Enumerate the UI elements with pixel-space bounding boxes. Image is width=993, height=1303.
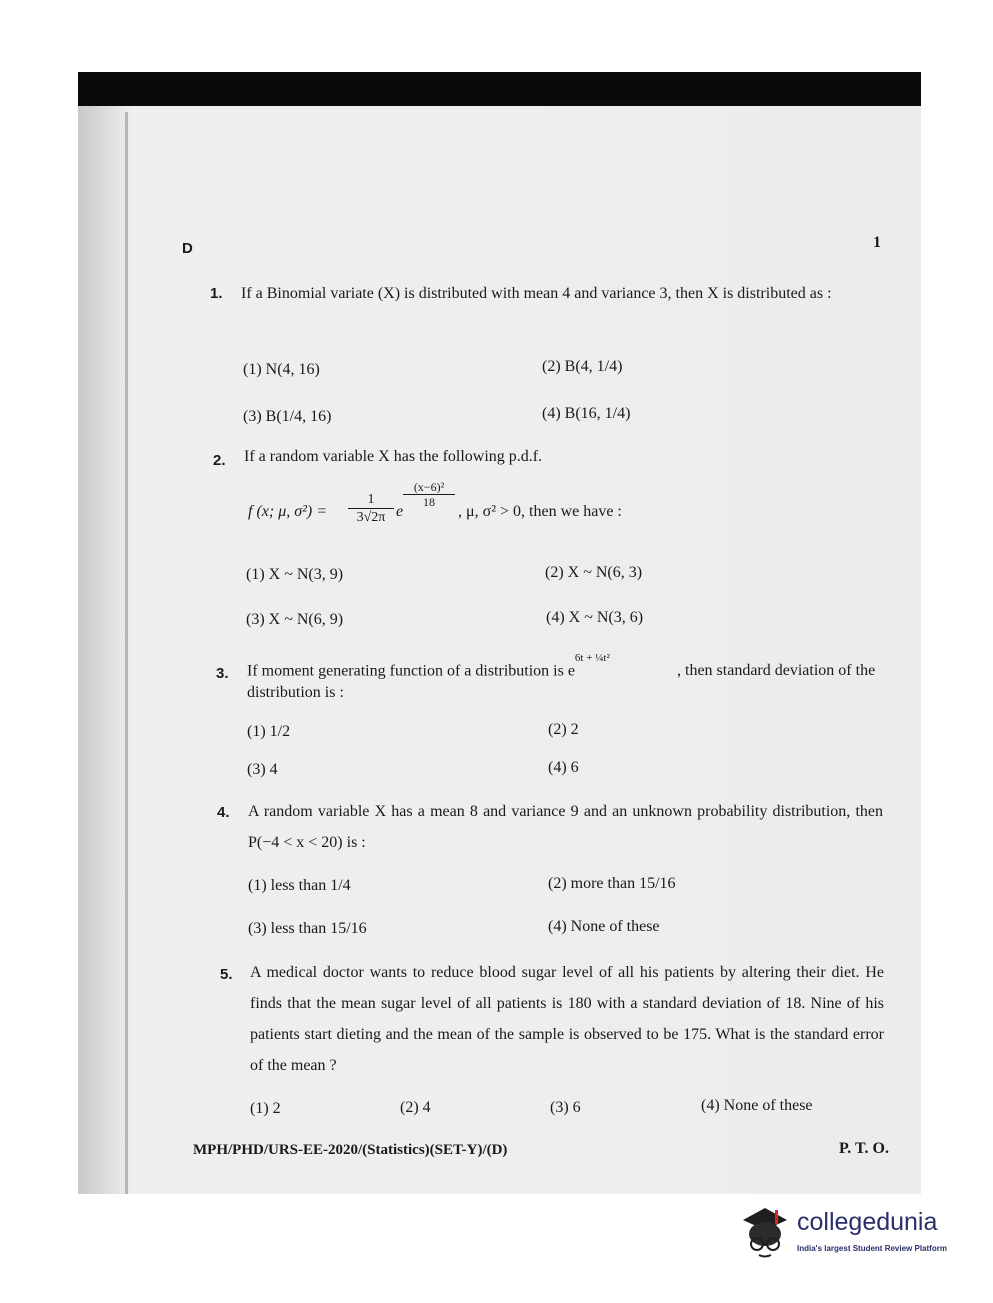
scanned-page bbox=[78, 72, 921, 1194]
mgf-exponent: 6t + ¼t² bbox=[574, 652, 610, 664]
option-3: (3) 4 bbox=[247, 761, 278, 778]
question-number: 3. bbox=[216, 665, 229, 682]
question-number: 5. bbox=[220, 966, 233, 983]
pto-label: P. T. O. bbox=[839, 1140, 889, 1157]
question-text: A random variable X has a mean 8 and variance 9 and an unknown probability distribution, then P(−4 < x < 20) is : bbox=[248, 803, 883, 851]
fraction-denominator: 3√2π bbox=[356, 510, 386, 525]
option-2: (2) 4 bbox=[400, 1099, 431, 1116]
page-spine-shadow bbox=[125, 112, 128, 1194]
question-number: 4. bbox=[217, 804, 230, 821]
pdf-formula bbox=[248, 482, 668, 542]
exponent-fraction bbox=[403, 480, 455, 509]
question-text-post: , then standard deviation of the distribution is : bbox=[247, 662, 876, 701]
question-number: 1. bbox=[210, 285, 223, 302]
option-1: (1) X ~ N(3, 9) bbox=[246, 566, 344, 583]
option-4: (4) 6 bbox=[548, 759, 579, 776]
option-3: (3) B(1/4, 16) bbox=[243, 408, 332, 425]
scan-top-border bbox=[78, 72, 921, 106]
option-1: (1) 2 bbox=[250, 1100, 281, 1117]
question-text: A medical doctor wants to reduce blood sugar level of all his patients by altering their diet. He finds that the mean sugar level of all patients is 180 with a standard deviation of 18. Nine of his patients start dieting and the mean of the sample is observed to be 175. What is the standard error of the mean ? bbox=[250, 964, 884, 1074]
option-2: (2) 2 bbox=[548, 721, 579, 738]
question-text: If a Binomial variate (X) is distributed with mean 4 and variance 3, then X is distributed as : bbox=[241, 285, 832, 302]
option-1: (1) 1/2 bbox=[247, 723, 291, 740]
option-1: (1) N(4, 16) bbox=[243, 361, 320, 378]
option-2: (2) X ~ N(6, 3) bbox=[545, 564, 643, 581]
option-1: (1) less than 1/4 bbox=[248, 877, 351, 894]
fraction-numerator: 1 bbox=[348, 492, 394, 509]
option-4: (4) None of these bbox=[548, 918, 660, 935]
option-4: (4) X ~ N(3, 6) bbox=[546, 609, 644, 626]
option-2: (2) more than 15/16 bbox=[548, 875, 676, 892]
mascot-icon bbox=[735, 1200, 795, 1260]
exp-base: e bbox=[396, 503, 404, 520]
formula-lhs: f (x; μ, σ²) = bbox=[248, 503, 328, 520]
question-text-post-wrap bbox=[247, 660, 881, 704]
formula-rhs: , μ, σ² > 0, then we have : bbox=[458, 503, 622, 520]
formula-fraction bbox=[348, 492, 394, 527]
collegedunia-logo bbox=[735, 1200, 965, 1270]
exponent-numerator: (x−6)² bbox=[403, 480, 455, 495]
brand-name: collegedunia bbox=[797, 1208, 938, 1236]
page-number: 1 bbox=[873, 234, 881, 251]
question-text-pre: If moment generating function of a distribution is e bbox=[247, 662, 575, 680]
brand-tagline: India's largest Student Review Platform bbox=[797, 1244, 947, 1253]
option-4: (4) None of these bbox=[701, 1097, 813, 1114]
question-text: If a random variable X has the following p.d.f. bbox=[244, 448, 543, 465]
question-number: 2. bbox=[213, 452, 226, 469]
option-3: (3) less than 15/16 bbox=[248, 920, 367, 937]
option-3: (3) 6 bbox=[550, 1099, 581, 1116]
option-3: (3) X ~ N(6, 9) bbox=[246, 611, 344, 628]
exponent-denominator: 18 bbox=[423, 495, 435, 509]
set-letter: D bbox=[182, 240, 193, 257]
option-2: (2) B(4, 1/4) bbox=[542, 358, 623, 375]
exam-code: MPH/PHD/URS-EE-2020/(Statistics)(SET-Y)/(D) bbox=[193, 1142, 508, 1158]
option-4: (4) B(16, 1/4) bbox=[542, 405, 631, 422]
